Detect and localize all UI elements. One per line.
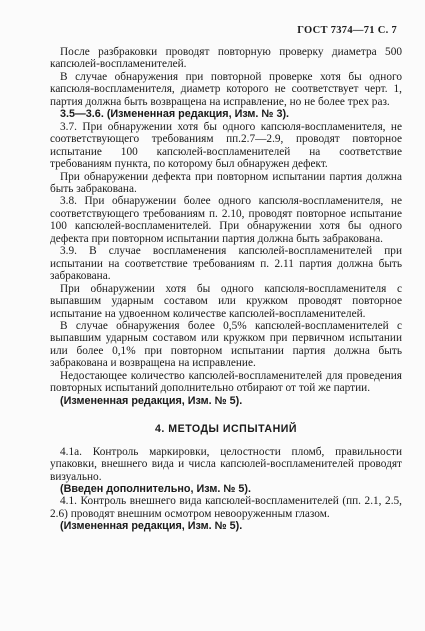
paragraph: При обнаружении дефекта при повторном испытании партия должна быть забракована. — [50, 170, 402, 195]
amendment-note: 3.5—3.6. (Измененная редакция, Изм. № 3). — [60, 108, 290, 121]
paragraph: 3.9. В случае воспламенения капсюлей-воспламенителей при испытании на соответствие требованиям п. 2.11 партия должна быть забракована. — [50, 245, 402, 283]
document-body — [50, 46, 402, 533]
paragraph: 4.1а. Контроль маркировки, целостности пломб, правильности упаковки, внешнего вида и числа капсюлей-воспламенителей проводят визуально. — [50, 445, 402, 483]
amendment-note: (Измененная редакция, Изм. № 5). — [60, 394, 243, 407]
page-header-standard-number: ГОСТ 7374—71 С. 7 — [297, 25, 397, 36]
section-title: 4. МЕТОДЫ ИСПЫТАНИЙ — [155, 423, 297, 436]
paragraph: В случае обнаружения более 0,5% капсюлей-воспламенителей с выпавшим ударным составом или кружком при первичном испытании или более 0,1% при повторном испытании партия должна быть забракована и возвращена на исправление. — [50, 319, 402, 370]
paragraph: Недостающее количество капсюлей-воспламенителей для проведения повторных испытаний дополнительно отбирают от той же партии. — [50, 369, 402, 395]
amendment-note: (Измененная редакция, Изм. № 5). — [60, 520, 243, 533]
amendment-note: (Введен дополнительно, Изм. № 5). — [60, 482, 251, 495]
paragraph: В случае обнаружения при повторной проверке хотя бы одного капсюля-воспламенителя, диаметр которого не соответствует черт. 1, партия должна быть возвращена на исправление, но не более трех раз. — [50, 70, 402, 108]
paragraph: При обнаружении хотя бы одного капсюля-воспламенителя с выпавшим ударным составом или кружком проводят повторное испытание на удвоенном количестве капсюлей-воспламенителей. — [50, 282, 402, 320]
paragraph: 3.7. При обнаружении хотя бы одного капсюля-воспламенителя, не соответствующего требованиям пп.2.7—2.9, проводят повторное испытание 100 капсюлей-воспламенителей на соответствие требованиям пункта, по которому был обнаружен дефект. — [50, 120, 402, 171]
paragraph: После разбраковки проводят повторную проверку диаметра 500 капсюлей-воспламенителей. — [50, 46, 402, 71]
paragraph: 3.8. При обнаружении более одного капсюля-воспламенителя, не соответствующего требованиям п. 2.10, проводят повторное испытание 100 капсюлей-воспламенителей. При обнаружении хотя бы одного дефекта при повторном испытании партия должна быть забракована. — [50, 195, 402, 245]
paragraph: 4.1. Контроль внешнего вида капсюлей-воспламенителей (пп. 2.1, 2.5, 2.6) проводят внешним осмотром невооруженным глазом. — [50, 495, 402, 520]
